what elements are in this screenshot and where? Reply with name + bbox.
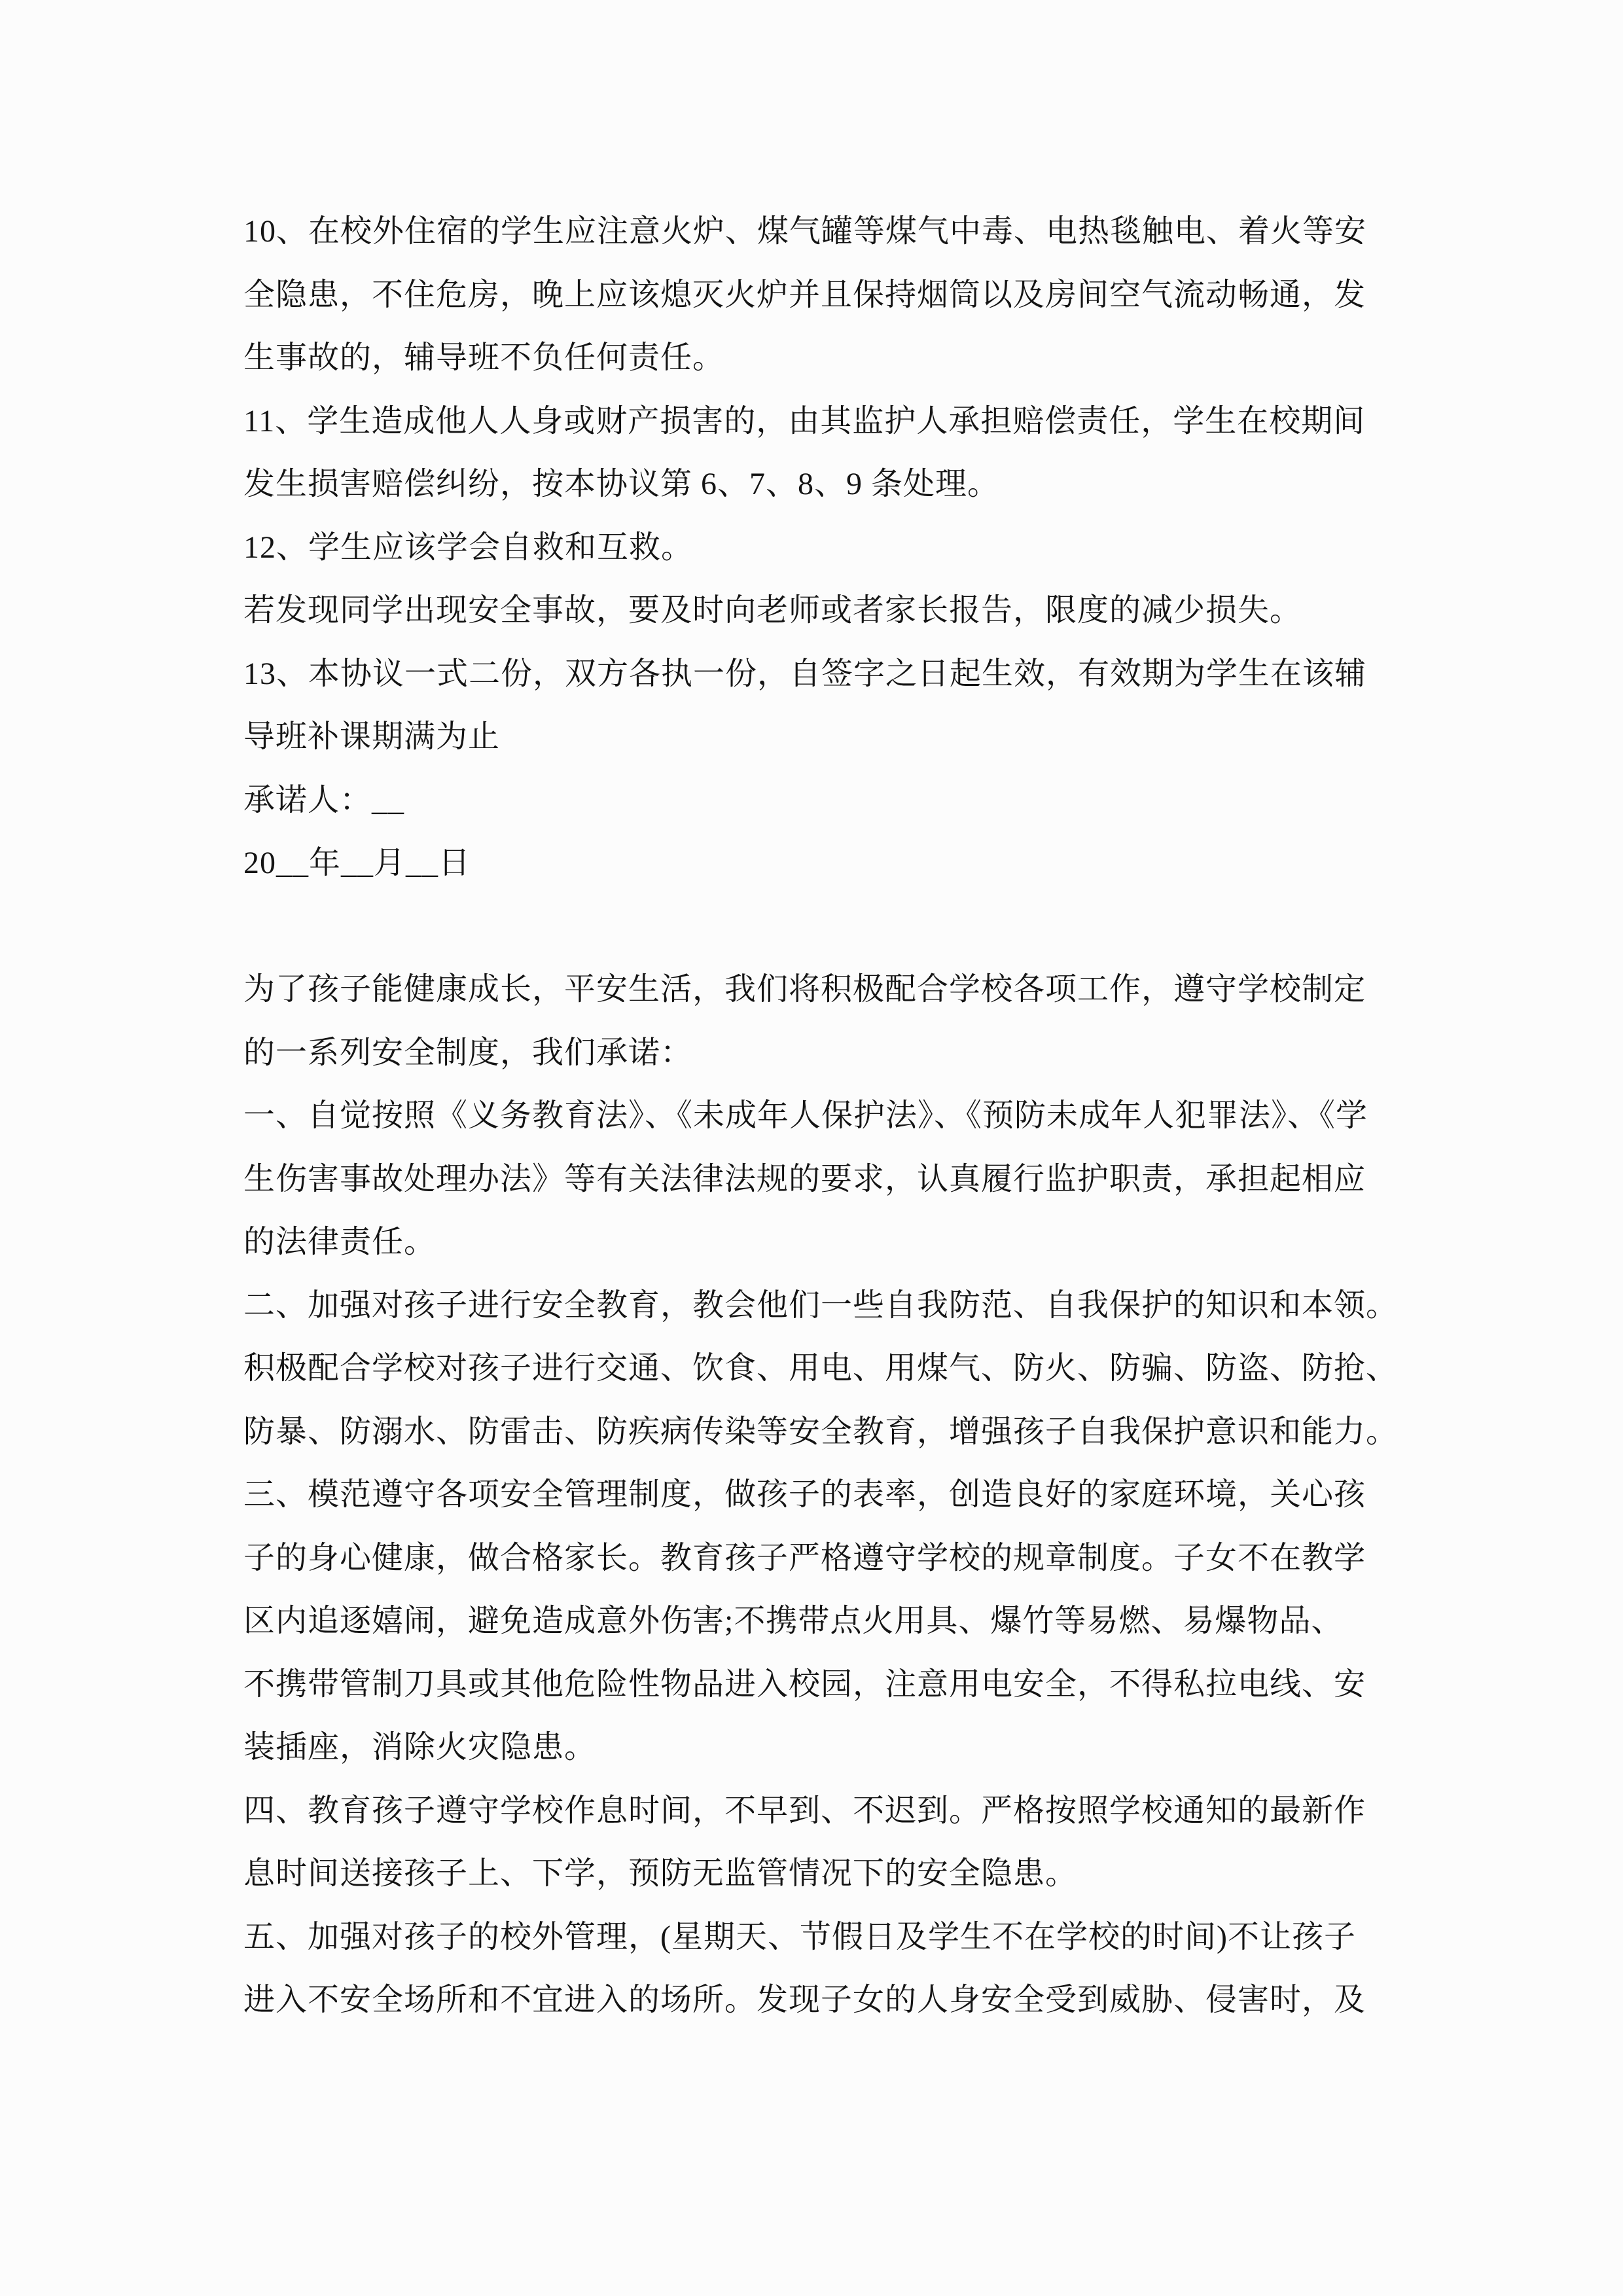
text-line: 积极配合学校对孩子进行交通、饮食、用电、用煤气、防火、防骗、防盗、防抢、 <box>243 1351 1399 1386</box>
text-line: 装插座，消除火灾隐患。 <box>243 1730 597 1765</box>
text-line: 不携带管制刀具或其他危险性物品进入校园，注意用电安全，不得私拉电线、安 <box>243 1666 1366 1702</box>
document-body <box>243 200 1399 2032</box>
text-line: 生伤害事故处理办法》等有关法律法规的要求，认真履行监护职责，承担起相应 <box>243 1161 1366 1196</box>
text-line: 的一系列安全制度，我们承诺： <box>243 1035 693 1070</box>
text-line: 12、学生应该学会自救和互救。 <box>243 529 694 565</box>
text-line: 生事故的，辅导班不负任何责任。 <box>243 340 725 375</box>
text-line: 三、模范遵守各项安全管理制度，做孩子的表率，创造良好的家庭环境，关心孩 <box>243 1477 1366 1512</box>
text-line: 导班补课期满为止 <box>243 719 501 754</box>
text-line: 进入不安全场所和不宜进入的场所。发现子女的人身安全受到威胁、侵害时，及 <box>243 1982 1366 2017</box>
text-line: 区内追逐嬉闹，避免造成意外伤害;不携带点火用具、爆竹等易燃、易爆物品、 <box>243 1604 1344 1638</box>
blank-line <box>243 895 1395 959</box>
date-line: 20__年__月__日 <box>243 846 471 880</box>
text-line: 11、学生造成他人人身或财产损害的，由其监护人承担赔偿责任，学生在校期间 <box>243 403 1366 439</box>
text-line: 子的身心健康，做合格家长。教育孩子严格遵守学校的规章制度。子女不在教学 <box>243 1540 1366 1575</box>
text-line: 一、自觉按照《义务教育法》、《未成年人保护法》、《预防未成年人犯罪法》、《学 <box>243 1098 1368 1133</box>
text-line: 四、教育孩子遵守学校作息时间，不早到、不迟到。严格按照学校通知的最新作 <box>243 1793 1366 1828</box>
text-line: 二、加强对孩子进行安全教育，教会他们一些自我防范、自我保护的知识和本领。 <box>243 1287 1399 1323</box>
text-line: 五、加强对孩子的校外管理，(星期天、节假日及学生不在学校的时间)不让孩子 <box>243 1919 1356 1954</box>
text-line: 13、本协议一式二份，双方各执一份，自签字之日起生效，有效期为学生在该辅 <box>243 656 1367 691</box>
text-line: 全隐患，不住危房，晚上应该熄灭火炉并且保持烟筒以及房间空气流动畅通，发 <box>243 277 1366 312</box>
signature-line: 承诺人：__ <box>243 782 405 817</box>
text-line: 息时间送接孩子上、下学，预防无监管情况下的安全隐患。 <box>243 1856 1078 1891</box>
text-line: 的法律责任。 <box>243 1225 437 1259</box>
text-line: 发生损害赔偿纠纷，按本协议第 6、7、8、9 条处理。 <box>243 467 1000 501</box>
text-line: 10、在校外住宿的学生应注意火炉、煤气罐等煤气中毒、电热毯触电、着火等安 <box>243 214 1367 249</box>
text-line: 为了孩子能健康成长，平安生活，我们将积极配合学校各项工作，遵守学校制定 <box>243 972 1366 1007</box>
text-line: 防暴、防溺水、防雷击、防疾病传染等安全教育，增强孩子自我保护意识和能力。 <box>243 1414 1399 1449</box>
text-line: 若发现同学出现安全事故，要及时向老师或者家长报告，限度的减少损失。 <box>243 593 1302 628</box>
